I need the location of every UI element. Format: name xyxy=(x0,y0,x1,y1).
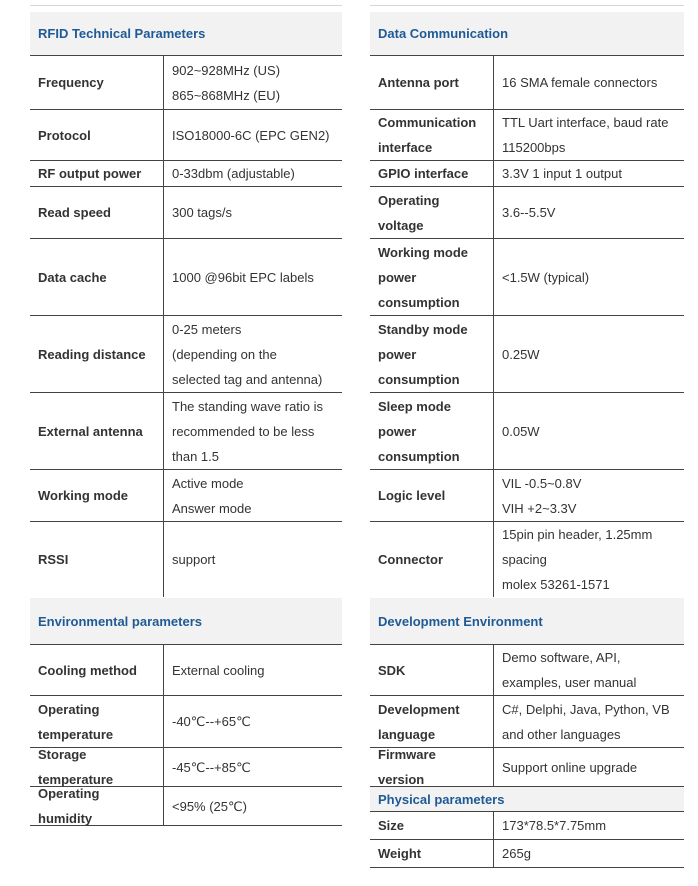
row-key: Development language xyxy=(370,696,494,747)
row-value xyxy=(494,187,684,238)
row-value-line: Active mode xyxy=(172,475,244,491)
row-value-line: 300 tags/s xyxy=(172,205,232,220)
table-row xyxy=(30,470,342,522)
row-key: Antenna port xyxy=(370,56,494,109)
row-value-line: and other languages xyxy=(502,726,621,742)
table-row xyxy=(30,696,342,748)
row-value xyxy=(164,522,342,597)
row-key: Protocol xyxy=(30,110,164,160)
dev-section-title: Development Environment xyxy=(378,613,543,629)
env-section-header xyxy=(30,597,342,645)
row-value-line: The standing wave ratio is xyxy=(172,398,324,414)
row-value xyxy=(164,645,342,695)
row-value xyxy=(164,696,342,747)
row-key: SDK xyxy=(370,645,494,695)
table-row xyxy=(370,696,684,748)
row-value-line: 865~868MHz (EU) xyxy=(172,87,281,103)
row-value xyxy=(164,470,342,521)
row-value xyxy=(494,56,684,109)
left-column xyxy=(30,0,342,826)
row-key: Operating humidity xyxy=(30,787,164,825)
row-value-line: (depending on the xyxy=(172,346,277,362)
table-row xyxy=(370,470,684,522)
row-value-line: 3.6--5.5V xyxy=(502,205,556,220)
row-value xyxy=(494,316,684,392)
row-value-line: Answer mode xyxy=(172,500,252,516)
row-key: Operating temperature xyxy=(30,696,164,747)
table-row xyxy=(370,840,684,868)
row-key: Data cache xyxy=(30,239,164,315)
row-value xyxy=(494,161,684,186)
dev-section-header xyxy=(370,597,684,645)
row-value xyxy=(164,56,342,109)
comm-section-title: Data Communication xyxy=(378,26,509,41)
env-table xyxy=(30,645,342,826)
row-value: 173*78.5*7.75mm xyxy=(502,818,607,833)
row-key: Firmware version xyxy=(370,748,494,786)
row-value xyxy=(494,470,684,521)
table-row xyxy=(30,187,342,239)
row-value-line: molex 53261-1571 xyxy=(502,577,610,592)
row-value-line: 0-33dbm (adjustable) xyxy=(172,166,295,181)
rfid-section-title: RFID Technical Parameters xyxy=(38,26,206,41)
env-section-title: Environmental parameters xyxy=(38,613,203,629)
row-value xyxy=(164,748,342,786)
top-divider xyxy=(30,5,342,12)
table-row xyxy=(370,56,684,110)
row-value-line: VIH +2~3.3V xyxy=(502,500,577,516)
row-value xyxy=(164,161,342,186)
table-row xyxy=(30,161,342,187)
row-value xyxy=(164,787,342,825)
table-row xyxy=(370,316,684,393)
row-key: Storage temperature xyxy=(30,748,164,786)
row-value xyxy=(494,239,684,315)
row-value-line: 3.3V 1 input 1 output xyxy=(502,166,622,181)
row-value-line: C#, Delphi, Java, Python, VB xyxy=(502,701,670,717)
row-value-line: VIL -0.5~0.8V xyxy=(502,475,582,491)
row-value xyxy=(494,393,684,469)
rfid-table xyxy=(30,56,342,597)
row-value xyxy=(164,393,342,469)
row-key: RF output power xyxy=(30,161,164,186)
table-row xyxy=(370,161,684,187)
row-value xyxy=(164,316,342,392)
row-value xyxy=(494,696,684,747)
table-row xyxy=(370,522,684,597)
table-row xyxy=(30,56,342,110)
row-key: Sleep mode power consumption xyxy=(370,393,494,469)
dev-table xyxy=(370,645,684,787)
row-value-line: TTL Uart interface, baud rate xyxy=(502,115,669,130)
row-key: Communication interface xyxy=(370,110,494,160)
row-value-line: selected tag and antenna) xyxy=(172,371,323,387)
right-column xyxy=(370,0,684,868)
phys-section-header xyxy=(370,787,684,812)
row-value-line: -45℃--+85℃ xyxy=(172,759,251,775)
table-row xyxy=(370,812,684,840)
row-value xyxy=(494,645,684,695)
table-row xyxy=(30,787,342,826)
row-value-line: support xyxy=(172,552,216,567)
row-key: Working mode xyxy=(30,470,164,521)
row-key: Cooling method xyxy=(30,645,164,695)
row-key: Connector xyxy=(370,522,494,597)
row-value-line: <95% (25℃) xyxy=(172,798,247,814)
table-row xyxy=(30,393,342,470)
row-value-line: 115200bps xyxy=(502,140,566,155)
row-value xyxy=(164,239,342,315)
phys-section-title: Physical parameters xyxy=(378,791,505,807)
table-row xyxy=(30,522,342,597)
row-value-line: <1.5W (typical) xyxy=(502,269,590,285)
table-row xyxy=(370,748,684,787)
row-value-line: 0-25 meters xyxy=(172,321,242,337)
row-value xyxy=(494,522,684,597)
table-row xyxy=(30,645,342,696)
row-key: Standby mode power consumption xyxy=(370,316,494,392)
row-value-line: spacing xyxy=(502,552,547,567)
row-value-line: ISO18000-6C (EPC GEN2) xyxy=(172,127,330,143)
table-row xyxy=(370,187,684,239)
row-value-line: External cooling xyxy=(172,662,265,678)
row-value-line: than 1.5 xyxy=(172,448,219,464)
row-value xyxy=(164,110,342,160)
row-value-line: 15pin pin header, 1.25mm xyxy=(502,527,653,542)
row-key: RSSI xyxy=(30,522,164,597)
row-value xyxy=(494,110,684,160)
row-value-line: examples, user manual xyxy=(502,675,637,690)
table-row xyxy=(370,110,684,161)
row-value-line: 1000 @96bit EPC labels xyxy=(172,269,314,285)
row-key: External antenna xyxy=(30,393,164,469)
row-key: Logic level xyxy=(370,470,494,521)
row-value-line: 902~928MHz (US) xyxy=(172,62,281,78)
row-value xyxy=(164,187,342,238)
row-key: Operating voltage xyxy=(370,187,494,238)
table-row xyxy=(30,110,342,161)
row-value: 265g xyxy=(502,846,531,861)
row-value-line: -40℃--+65℃ xyxy=(172,714,251,729)
phys-table xyxy=(370,812,684,868)
row-key: Read speed xyxy=(30,187,164,238)
comm-section-header xyxy=(370,12,684,56)
row-key: Size xyxy=(370,812,494,839)
table-row xyxy=(370,239,684,316)
row-value-line: Support online upgrade xyxy=(502,759,638,775)
top-divider xyxy=(370,5,684,12)
row-value xyxy=(494,748,684,786)
row-key: Weight xyxy=(370,840,494,867)
row-key: Frequency xyxy=(30,56,164,109)
row-key: GPIO interface xyxy=(370,161,494,186)
comm-table xyxy=(370,56,684,597)
table-row xyxy=(370,393,684,470)
rfid-section-header xyxy=(30,12,342,56)
row-value-line: Demo software, API, xyxy=(502,650,621,665)
row-key: Working mode power consumption xyxy=(370,239,494,315)
table-row xyxy=(30,316,342,393)
table-row xyxy=(30,239,342,316)
row-value-line: 16 SMA female connectors xyxy=(502,75,658,90)
row-value-line: recommended to be less xyxy=(172,423,315,439)
row-key: Reading distance xyxy=(30,316,164,392)
row-value-line: 0.25W xyxy=(502,346,540,362)
row-value-line: 0.05W xyxy=(502,423,540,439)
table-row xyxy=(370,645,684,696)
